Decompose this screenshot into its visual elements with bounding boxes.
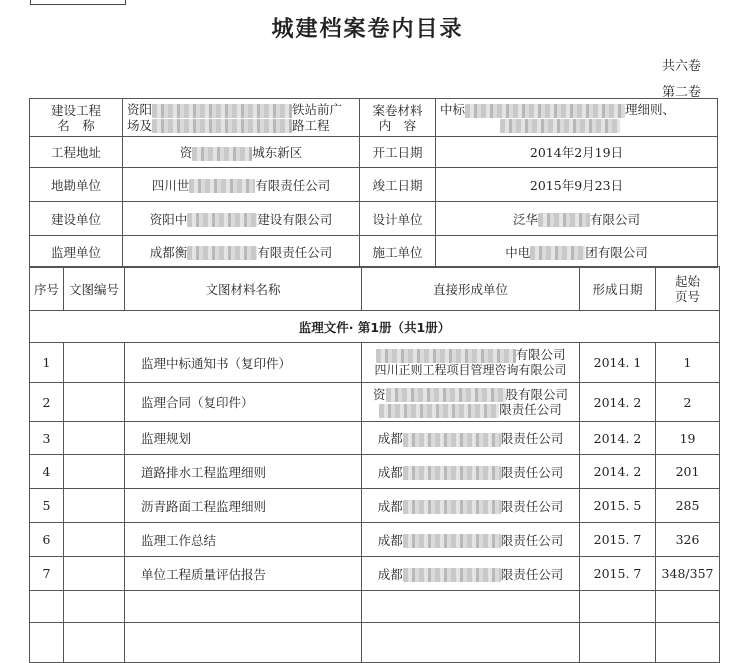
table-row: 4 道路排水工程监理细则 成都 限责任公司 2014. 2 201: [30, 455, 720, 489]
catalog-table: [29, 266, 720, 663]
page-title: 城建档案卷内目录: [271, 17, 464, 42]
section-title: 监理文件· 第1册（共1册）: [30, 311, 720, 343]
table-row-empty: [30, 623, 720, 663]
material-value: 中标 理细则、: [436, 99, 718, 137]
start-date-label: 开工日期: [360, 137, 436, 168]
catalog-header-row: [30, 267, 720, 311]
table-row: 3 监理规划 成都 限责任公司 2014. 2 19: [30, 422, 720, 455]
header-unit: 直接形成单位: [362, 267, 580, 311]
table-row: 7 单位工程质量评估报告 成都 限责任公司 2015. 7 348/357: [30, 557, 720, 591]
info-row-address: [30, 137, 718, 168]
info-row-survey: [30, 168, 718, 202]
project-name-value: 资阳 铁站前广 场及 路工程: [123, 99, 360, 137]
header-doc-no: 文图编号: [64, 267, 125, 311]
contractor-label: 施工单位: [360, 236, 436, 268]
supervisor-label: 监理单位: [30, 236, 123, 268]
design-value: 泛华 有限公司: [436, 202, 718, 236]
start-date-value: 2014年2月19日: [436, 137, 718, 168]
corner-box: [30, 0, 126, 5]
header-name: 文图材料名称: [125, 267, 362, 311]
builder-value: 资阳中 建设有限公司: [123, 202, 360, 236]
survey-label: 地勘单位: [30, 168, 123, 202]
project-name-label: 建设工程 名 称: [30, 99, 123, 137]
table-row: 2 监理合同（复印件） 资 股有限公司 限责任公司 2014. 2 2: [30, 383, 720, 422]
info-row-supervisor: [30, 236, 718, 268]
info-row-project: [30, 99, 718, 137]
material-label: 案卷材料 内 容: [360, 99, 436, 137]
table-row: 6 监理工作总结 成都 限责任公司 2015. 7 326: [30, 523, 720, 557]
table-row: 5 沥青路面工程监理细则 成都 限责任公司 2015. 5 285: [30, 489, 720, 523]
volume-total: 共六卷: [661, 59, 701, 74]
supervisor-value: 成都衡 有限责任公司: [123, 236, 360, 268]
contractor-value: 中电 团有限公司: [436, 236, 718, 268]
info-row-builder: [30, 202, 718, 236]
design-label: 设计单位: [360, 202, 436, 236]
project-info-table: [29, 98, 718, 268]
header-seq: 序号: [30, 267, 64, 311]
end-date-label: 竣工日期: [360, 168, 436, 202]
end-date-value: 2015年9月23日: [436, 168, 718, 202]
header-date: 形成日期: [580, 267, 656, 311]
survey-value: 四川世 有限责任公司: [123, 168, 360, 202]
header-page: 起始 页号: [656, 267, 720, 311]
address-value: 资 城东新区: [123, 137, 360, 168]
table-row-empty: [30, 591, 720, 623]
section-row: [30, 311, 720, 343]
table-row: 1 监理中标通知书（复印件） 有限公司 四川正则工程项目管理咨询有限公司 2014. 1 1: [30, 343, 720, 383]
address-label: 工程地址: [30, 137, 123, 168]
volume-current: 第二卷: [661, 85, 701, 100]
builder-label: 建设单位: [30, 202, 123, 236]
